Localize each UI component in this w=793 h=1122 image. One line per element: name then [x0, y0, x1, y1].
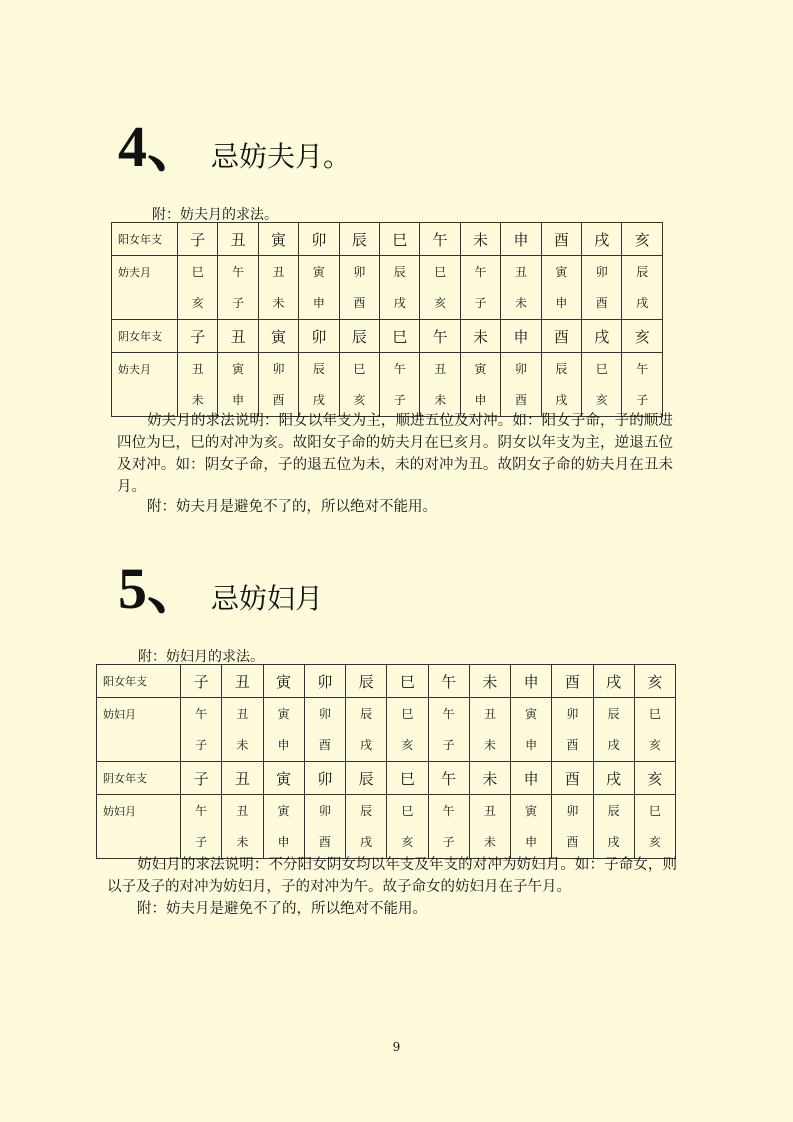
yang-month-row: [112, 256, 663, 320]
branch-cell: 酉: [552, 762, 593, 795]
month-value-first: 卯: [318, 803, 331, 818]
branch-cell: 亥: [622, 223, 663, 256]
branch-cell: 酉: [541, 223, 581, 256]
month-cell: [263, 698, 304, 762]
month-value-first: 巳: [401, 803, 414, 818]
branch-cell: 未: [469, 762, 510, 795]
month-value-second: 未: [483, 834, 496, 849]
month-cell: [501, 353, 541, 417]
month-value-first: 寅: [277, 803, 290, 818]
month-value-first: 丑: [236, 706, 249, 721]
month-cell: [469, 795, 510, 859]
branch-cell: 卯: [299, 320, 339, 353]
month-cell: [552, 795, 593, 859]
month-value-first: 午: [474, 264, 487, 279]
month-cell: [460, 353, 500, 417]
month-value-second: 申: [277, 834, 290, 849]
month-value-first: 巳: [191, 264, 204, 279]
section-4-footnote: 附：妨夫月是避免不了的，所以绝对不能用。: [147, 499, 437, 515]
month-cell: [258, 256, 298, 320]
month-value-second: 戌: [312, 392, 325, 407]
month-value-second: 申: [312, 295, 325, 310]
branch-cell: 午: [428, 665, 469, 698]
month-value-second: 酉: [272, 392, 285, 407]
branch-cell: 辰: [339, 223, 379, 256]
month-cell: [346, 795, 387, 859]
month-value-second: 申: [474, 392, 487, 407]
month-value-first: 寅: [312, 264, 325, 279]
month-value-second: 亥: [401, 834, 414, 849]
month-cell: [380, 353, 420, 417]
month-value-first: 巳: [648, 803, 661, 818]
month-value-second: 亥: [648, 737, 661, 752]
month-cell: [634, 795, 675, 859]
section-4-heading: [118, 114, 352, 179]
month-value-second: 戌: [555, 392, 568, 407]
month-value-first: 寅: [525, 706, 538, 721]
month-value-first: 丑: [483, 706, 496, 721]
month-value-second: 申: [555, 295, 568, 310]
month-cell: [222, 698, 263, 762]
section-5-number: 5、: [118, 556, 206, 621]
month-cell: [460, 256, 500, 320]
month-cell: [428, 698, 469, 762]
page-number: 9: [392, 1040, 401, 1054]
month-value-first: 寅: [525, 803, 538, 818]
month-value-second: 子: [232, 295, 245, 310]
month-value-first: 寅: [555, 264, 568, 279]
month-cell: [593, 698, 634, 762]
branch-cell: 申: [511, 665, 552, 698]
branch-cell: 午: [420, 223, 460, 256]
month-value-first: 巳: [648, 706, 661, 721]
month-cell: [511, 795, 552, 859]
section-5-explanation: 妨妇月的求法说明：不分阳女阴女均以年支及年支的对冲为妨妇月。如：子命女，则以子及子的对冲为妨妇月，子的对冲为午。故子命女的妨妇月在子午月。: [107, 857, 677, 895]
month-value-second: 子: [442, 834, 455, 849]
branch-cell: 未: [460, 320, 500, 353]
month-cell: [218, 256, 258, 320]
month-value-second: 子: [393, 392, 406, 407]
yin-year-branch-row: [97, 762, 676, 795]
yin-month-row: [112, 353, 663, 417]
section-4-note: 附：妨夫月的求法。: [152, 207, 278, 223]
month-value-second: 未: [236, 834, 249, 849]
month-value-second: 未: [191, 392, 204, 407]
month-value-first: 巳: [595, 361, 608, 376]
month-value-second: 子: [474, 295, 487, 310]
month-cell: [511, 698, 552, 762]
row-label: 阳女年支: [112, 223, 178, 256]
branch-cell: 子: [181, 665, 222, 698]
month-value-second: 未: [434, 392, 447, 407]
month-value-second: 未: [514, 295, 527, 310]
month-value-second: 子: [442, 737, 455, 752]
yin-month-row: [97, 795, 676, 859]
branch-cell: 寅: [263, 665, 304, 698]
month-value-second: 戌: [360, 834, 373, 849]
section-5-heading: [118, 556, 324, 621]
branch-cell: 寅: [258, 223, 298, 256]
month-cell: [387, 698, 428, 762]
yang-year-branch-row: [112, 223, 663, 256]
branch-cell: 巳: [387, 762, 428, 795]
branch-cell: 午: [428, 762, 469, 795]
month-value-first: 午: [442, 803, 455, 818]
branch-cell: 卯: [304, 665, 345, 698]
month-value-second: 亥: [191, 295, 204, 310]
section-4-explanation: 妨夫月的求法说明：阳女以年支为主，顺进五位及对冲。如：阳女子命，子的顺进四位为巳，巳的对冲为亥。故阳女子命的妨夫月在巳亥月。阴女以年支为主，逆退五位及对冲。如：阴女子命，子的退五位为未，未的对冲为丑。故阴女子命的妨夫月在丑未月。: [117, 413, 673, 495]
month-value-first: 丑: [191, 361, 204, 376]
month-value-first: 巳: [401, 706, 414, 721]
branch-cell: 未: [469, 665, 510, 698]
month-cell: [181, 795, 222, 859]
section-4-table: [111, 222, 663, 417]
month-value-first: 辰: [360, 803, 373, 818]
month-value-second: 子: [195, 834, 208, 849]
row-label: 妨夫月: [112, 256, 178, 320]
section-5-note: 附：妨妇月的求法。: [138, 649, 264, 665]
month-value-first: 辰: [607, 803, 620, 818]
branch-cell: 辰: [346, 762, 387, 795]
month-cell: [428, 795, 469, 859]
month-value-second: 戌: [607, 737, 620, 752]
branch-cell: 戌: [593, 762, 634, 795]
month-value-second: 未: [483, 737, 496, 752]
month-value-second: 戌: [393, 295, 406, 310]
month-cell: [634, 698, 675, 762]
month-value-first: 寅: [474, 361, 487, 376]
month-value-second: 亥: [595, 392, 608, 407]
month-cell: [420, 256, 460, 320]
month-cell: [339, 256, 379, 320]
section-5-footnote: 附：妨夫月是避免不了的，所以绝对不能用。: [137, 901, 427, 917]
month-cell: [541, 353, 581, 417]
month-cell: [304, 698, 345, 762]
month-cell: [339, 353, 379, 417]
section-5-title: 忌妨妇月: [211, 582, 324, 615]
month-value-first: 卯: [566, 803, 579, 818]
month-value-second: 戌: [607, 834, 620, 849]
branch-cell: 丑: [218, 320, 258, 353]
month-value-first: 辰: [312, 361, 325, 376]
month-value-first: 午: [195, 706, 208, 721]
month-cell: [218, 353, 258, 417]
branch-cell: 申: [501, 223, 541, 256]
month-value-second: 申: [525, 737, 538, 752]
month-cell: [304, 795, 345, 859]
month-value-first: 卯: [353, 264, 366, 279]
month-value-first: 辰: [636, 264, 649, 279]
month-value-first: 辰: [393, 264, 406, 279]
month-value-first: 辰: [360, 706, 373, 721]
month-cell: [178, 256, 218, 320]
branch-cell: 亥: [634, 762, 675, 795]
month-value-second: 未: [236, 737, 249, 752]
month-value-first: 午: [442, 706, 455, 721]
month-value-first: 丑: [236, 803, 249, 818]
branch-cell: 戌: [582, 320, 622, 353]
month-value-first: 丑: [514, 264, 527, 279]
yin-year-branch-row: [112, 320, 663, 353]
month-cell: [387, 795, 428, 859]
branch-cell: 巳: [387, 665, 428, 698]
month-cell: [380, 256, 420, 320]
month-value-second: 酉: [353, 295, 366, 310]
month-value-second: 酉: [595, 295, 608, 310]
row-label: 妨妇月: [97, 795, 181, 859]
month-value-second: 酉: [318, 834, 331, 849]
yang-month-row: [97, 698, 676, 762]
branch-cell: 寅: [258, 320, 298, 353]
month-value-second: 未: [272, 295, 285, 310]
month-cell: [178, 353, 218, 417]
month-value-second: 申: [525, 834, 538, 849]
month-value-first: 卯: [318, 706, 331, 721]
month-value-first: 卯: [595, 264, 608, 279]
month-value-second: 酉: [566, 737, 579, 752]
branch-cell: 酉: [541, 320, 581, 353]
row-label: 阳女年支: [97, 665, 181, 698]
month-cell: [258, 353, 298, 417]
month-value-first: 午: [195, 803, 208, 818]
month-value-first: 丑: [272, 264, 285, 279]
month-value-second: 酉: [318, 737, 331, 752]
section-4-title: 忌妨夫月。: [211, 140, 352, 173]
month-value-second: 亥: [434, 295, 447, 310]
branch-cell: 丑: [218, 223, 258, 256]
month-value-second: 子: [636, 392, 649, 407]
branch-cell: 亥: [634, 665, 675, 698]
branch-cell: 亥: [622, 320, 663, 353]
branch-cell: 丑: [222, 762, 263, 795]
month-cell: [582, 353, 622, 417]
month-cell: [541, 256, 581, 320]
month-cell: [582, 256, 622, 320]
month-cell: [181, 698, 222, 762]
month-cell: [420, 353, 460, 417]
branch-cell: 卯: [304, 762, 345, 795]
month-cell: [622, 256, 663, 320]
branch-cell: 子: [181, 762, 222, 795]
month-value-first: 丑: [434, 361, 447, 376]
section-5-table: [96, 664, 676, 859]
month-value-first: 寅: [232, 361, 245, 376]
month-cell: [469, 698, 510, 762]
month-cell: [501, 256, 541, 320]
branch-cell: 子: [178, 320, 218, 353]
branch-cell: 戌: [582, 223, 622, 256]
month-cell: [299, 256, 339, 320]
month-value-first: 巳: [434, 264, 447, 279]
month-cell: [222, 795, 263, 859]
month-value-second: 戌: [636, 295, 649, 310]
month-cell: [299, 353, 339, 417]
month-value-second: 酉: [514, 392, 527, 407]
row-label: 妨妇月: [97, 698, 181, 762]
branch-cell: 辰: [339, 320, 379, 353]
month-cell: [346, 698, 387, 762]
branch-cell: 申: [511, 762, 552, 795]
month-value-first: 卯: [514, 361, 527, 376]
month-value-first: 巳: [353, 361, 366, 376]
branch-cell: 巳: [380, 223, 420, 256]
branch-cell: 未: [460, 223, 500, 256]
month-value-second: 亥: [648, 834, 661, 849]
row-label: 妨夫月: [112, 353, 178, 417]
branch-cell: 子: [178, 223, 218, 256]
branch-cell: 酉: [552, 665, 593, 698]
month-value-first: 午: [232, 264, 245, 279]
month-value-second: 申: [277, 737, 290, 752]
branch-cell: 戌: [593, 665, 634, 698]
month-value-first: 辰: [607, 706, 620, 721]
month-value-first: 丑: [483, 803, 496, 818]
month-cell: [263, 795, 304, 859]
branch-cell: 申: [501, 320, 541, 353]
month-value-second: 亥: [353, 392, 366, 407]
branch-cell: 丑: [222, 665, 263, 698]
row-label: 阴女年支: [112, 320, 178, 353]
month-value-first: 午: [636, 361, 649, 376]
month-value-second: 酉: [566, 834, 579, 849]
month-cell: [593, 795, 634, 859]
branch-cell: 寅: [263, 762, 304, 795]
section-4-number: 4、: [118, 114, 206, 179]
month-cell: [622, 353, 663, 417]
branch-cell: 辰: [346, 665, 387, 698]
month-value-first: 辰: [555, 361, 568, 376]
branch-cell: 午: [420, 320, 460, 353]
month-value-first: 卯: [566, 706, 579, 721]
month-cell: [552, 698, 593, 762]
month-value-first: 寅: [277, 706, 290, 721]
month-value-second: 申: [232, 392, 245, 407]
month-value-second: 子: [195, 737, 208, 752]
yang-year-branch-row: [97, 665, 676, 698]
branch-cell: 巳: [380, 320, 420, 353]
row-label: 阴女年支: [97, 762, 181, 795]
branch-cell: 卯: [299, 223, 339, 256]
month-value-second: 戌: [360, 737, 373, 752]
month-value-first: 午: [393, 361, 406, 376]
month-value-second: 亥: [401, 737, 414, 752]
month-value-first: 卯: [272, 361, 285, 376]
